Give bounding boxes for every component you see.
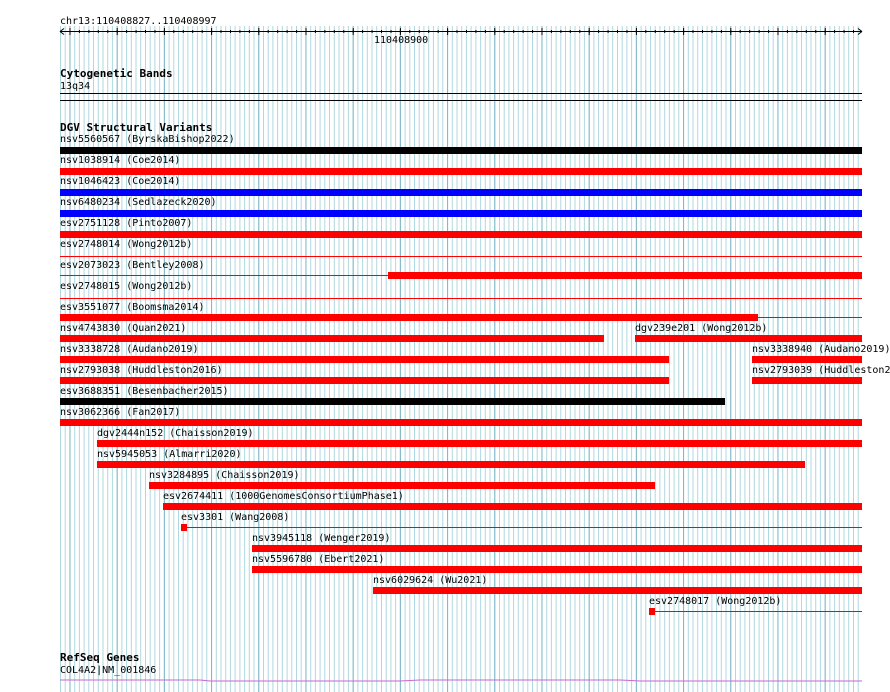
dgv-feature-bar[interactable] [752, 377, 862, 384]
dgv-feature-line [655, 611, 862, 612]
dgv-feature-label[interactable]: esv2748014 (Wong2012b) [60, 239, 193, 250]
dgv-feature-label[interactable]: esv2751128 (Pinto2007) [60, 218, 193, 229]
dgv-feature-bar[interactable] [60, 419, 862, 426]
ruler-range-label: chr13:110408827..110408997 [60, 16, 217, 27]
dgv-feature-bar[interactable] [60, 356, 669, 363]
dgv-feature-bar[interactable] [60, 377, 669, 384]
dgv-feature-line [758, 317, 862, 318]
dgv-feature-label[interactable]: esv3688351 (Besenbacher2015) [60, 386, 229, 397]
dgv-feature-line[interactable] [60, 256, 862, 257]
dgv-track-title[interactable]: DGV Structural Variants [60, 121, 213, 134]
dgv-feature-label[interactable]: nsv6029624 (Wu2021) [373, 575, 488, 586]
cytoband-line-top [60, 93, 862, 94]
dgv-feature-label[interactable]: nsv5945053 (Almarri2020) [97, 449, 242, 460]
dgv-feature-bar[interactable] [60, 398, 725, 405]
dgv-feature-label[interactable]: nsv3062366 (Fan2017) [60, 407, 181, 418]
dgv-feature-bar[interactable] [60, 314, 758, 321]
refseq-gene-line[interactable] [0, 676, 890, 686]
dgv-feature-bar[interactable] [60, 231, 862, 238]
dgv-feature-bar[interactable] [60, 168, 862, 175]
dgv-feature-line [187, 527, 862, 528]
dgv-feature-label[interactable]: esv2748015 (Wong2012b) [60, 281, 193, 292]
dgv-feature-bar[interactable] [60, 147, 862, 154]
dgv-feature-bar[interactable] [60, 335, 604, 342]
dgv-feature-bar[interactable] [388, 272, 862, 279]
dgv-feature-bar[interactable] [163, 503, 862, 510]
cytoband-track-title[interactable]: Cytogenetic Bands [60, 67, 173, 80]
cytoband-line-bottom [60, 100, 862, 101]
dgv-feature-label[interactable]: esv3551077 (Boomsma2014) [60, 302, 205, 313]
dgv-feature-label[interactable]: nsv1038914 (Coe2014) [60, 155, 181, 166]
dgv-feature-label[interactable]: nsv3338940 (Audano2019) [752, 344, 890, 355]
dgv-feature-bar[interactable] [60, 189, 862, 196]
dgv-feature-bar[interactable] [97, 440, 862, 447]
dgv-feature-label[interactable]: nsv2793038 (Huddleston2016) [60, 365, 223, 376]
dgv-feature-label[interactable]: esv2073023 (Bentley2008) [60, 260, 205, 271]
dgv-feature-bar[interactable] [373, 587, 862, 594]
dgv-feature-bar[interactable] [97, 461, 805, 468]
refseq-track-title[interactable]: RefSeq Genes [60, 651, 140, 664]
dgv-feature-label[interactable]: nsv4743830 (Quan2021) [60, 323, 187, 334]
dgv-feature-line [60, 275, 388, 276]
cytoband-label[interactable]: 13q34 [60, 81, 91, 92]
dgv-feature-label[interactable]: nsv5560567 (ByrskaBishop2022) [60, 134, 235, 145]
ruler-tick-label: 110408900 [374, 35, 429, 46]
dgv-feature-label[interactable]: esv2674411 (1000GenomesConsortiumPhase1) [163, 491, 404, 502]
dgv-feature-bar[interactable] [252, 545, 862, 552]
dgv-feature-bar[interactable] [635, 335, 862, 342]
dgv-feature-label[interactable]: nsv3945118 (Wenger2019) [252, 533, 391, 544]
refseq-gene-label[interactable]: COL4A2|NM_001846 [60, 665, 157, 676]
dgv-feature-bar[interactable] [149, 482, 655, 489]
dgv-feature-label[interactable]: nsv6480234 (Sedlazeck2020) [60, 197, 217, 208]
dgv-feature-line[interactable] [60, 298, 862, 299]
dgv-feature-label[interactable]: dgv2444n152 (Chaisson2019) [97, 428, 254, 439]
dgv-feature-label[interactable]: nsv2793039 (Huddleston2 [752, 365, 890, 376]
dgv-feature-label[interactable]: esv3301 (Wang2008) [181, 512, 290, 523]
dgv-feature-bar[interactable] [252, 566, 862, 573]
dgv-feature-bar[interactable] [60, 210, 862, 217]
dgv-feature-label[interactable]: nsv3284895 (Chaisson2019) [149, 470, 300, 481]
dgv-feature-label[interactable]: dgv239e201 (Wong2012b) [635, 323, 768, 334]
dgv-feature-bar[interactable] [752, 356, 862, 363]
dgv-feature-label[interactable]: nsv5596780 (Ebert2021) [252, 554, 385, 565]
dgv-feature-label[interactable]: esv2748017 (Wong2012b) [649, 596, 782, 607]
dgv-feature-label[interactable]: nsv1046423 (Coe2014) [60, 176, 181, 187]
dgv-feature-label[interactable]: nsv3338728 (Audano2019) [60, 344, 199, 355]
